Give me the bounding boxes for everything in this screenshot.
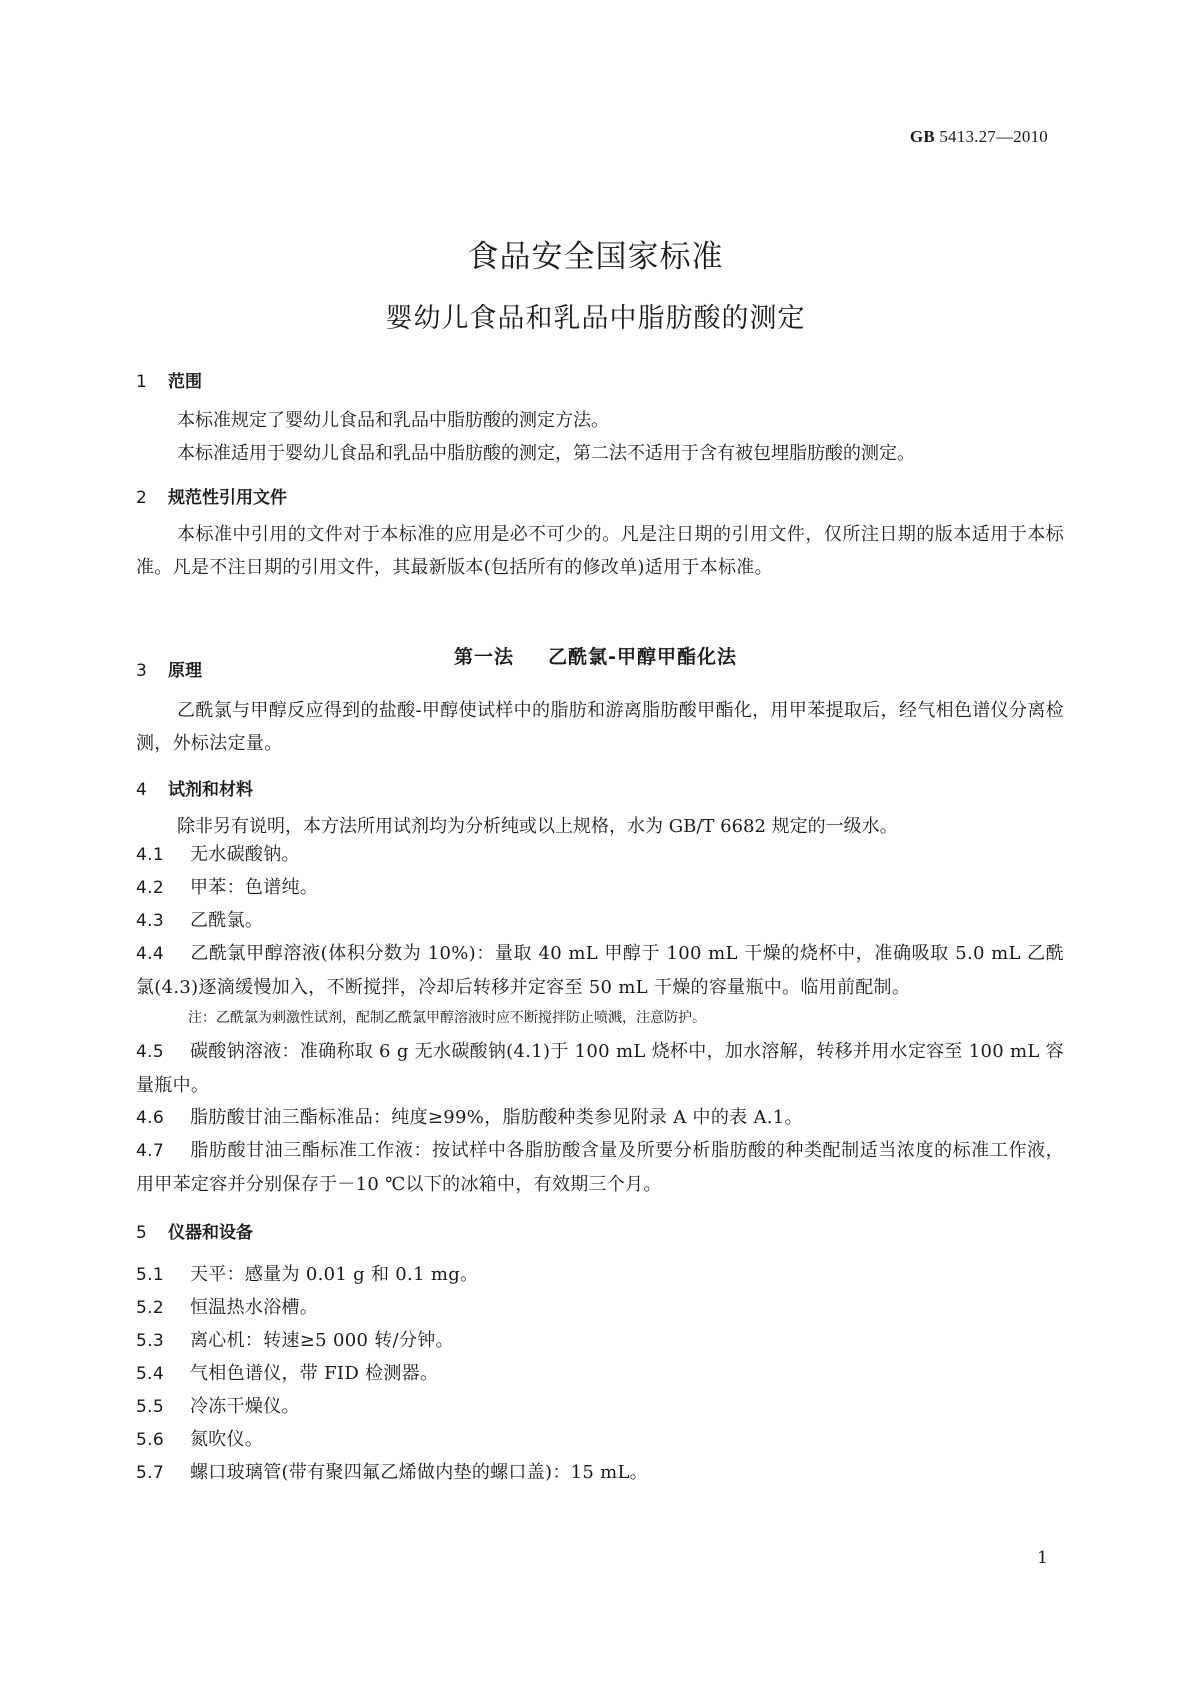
equipment-item [136,1258,1064,1292]
references-paragraph: 本标准中引用的文件对于本标准的应用是必不可少的。凡是注日期的引用文件，仅所注日期的版本适用于本标准。凡是不注日期的引用文件，其最新版本(包括所有的修改单)适用于本标准。 [136,524,1064,578]
item-text: 天平：感量为 0.01 g 和 0.1 mg。 [190,1264,479,1285]
reagent-item [136,1035,1064,1102]
item-number: 5.4 [136,1364,164,1384]
document-title: 食品安全国家标准 [467,239,724,275]
principle-paragraph: 乙酰氯与甲醇反应得到的盐酸-甲醇使试样中的脂肪和游离脂肪酸甲酯化，用甲苯提取后，经气相色谱仪分离检测，外标法定量。 [136,700,1064,754]
section-number: 4 [136,780,147,800]
equipment-item [136,1390,1064,1424]
equipment-item [136,1456,1064,1490]
reagent-item [136,1101,1064,1135]
item-text: 碳酸钠溶液：准确称取 6 g 无水碳酸钠(4.1)于 100 mL 烧杯中，加水溶解，转移并用水定容至 100 mL 容量瓶中。 [136,1041,1064,1096]
item-text: 脂肪酸甘油三酯标准工作液：按试样中各脂肪酸含量及所要分析脂肪酸的种类配制适当浓度的标准工作液，用甲苯定容并分别保存于－10 ℃以下的冰箱中，有效期三个月。 [136,1140,1064,1195]
item-number: 4.5 [136,1042,164,1062]
item-text: 离心机：转速≥5 000 转/分钟。 [190,1330,454,1351]
reagent-item [136,838,1064,872]
item-text: 恒温热水浴槽。 [190,1297,319,1318]
scope-paragraph-1: 本标准规定了婴幼儿食品和乳品中脂肪酸的测定方法。 [177,410,609,431]
standard-prefix: GB [909,127,935,146]
section-heading-references [136,483,287,508]
item-number: 4.3 [136,911,164,931]
reagent-item [136,904,1064,938]
section-title: 仪器和设备 [168,1223,253,1243]
document-subtitle: 婴幼儿食品和乳品中脂肪酸的测定 [385,303,806,334]
section-number: 3 [136,661,147,681]
item-text: 甲苯：色谱纯。 [190,877,319,898]
section-number: 2 [136,488,147,508]
standard-number [910,127,1048,147]
equipment-item [136,1291,1064,1325]
section-title: 范围 [168,372,202,392]
reagents-intro: 除非另有说明，本方法所用试剂均为分析纯或以上规格，水为 GB/T 6682 规定的一级水。 [177,816,898,837]
item-text: 脂肪酸甘油三酯标准品：纯度≥99%，脂肪酸种类参见附录 A 中的表 A.1。 [190,1107,803,1128]
item-number: 5.3 [136,1331,164,1351]
method-name: 乙酰氯-甲醇甲酯化法 [548,646,737,668]
section-title: 规范性引用文件 [168,488,287,508]
section-heading-scope [136,367,202,392]
section-number: 1 [136,372,147,392]
section-number: 5 [136,1223,147,1243]
item-text: 气相色谱仪，带 FID 检测器。 [190,1363,439,1384]
item-number: 4.4 [136,944,164,964]
section-heading-principle [136,656,202,681]
item-number: 4.1 [136,845,164,865]
item-number: 5.5 [136,1397,164,1417]
item-text: 乙酰氯。 [190,910,264,931]
section-title: 原理 [168,661,202,681]
item-number: 4.2 [136,878,164,898]
item-text: 乙酰氯甲醇溶液(体积分数为 10%)：量取 40 mL 甲醇于 100 mL 干燥的烧杯中，准确吸取 5.0 mL 乙酰氯(4.3)逐滴缓慢加入，不断搅拌，冷却后转移并定容至 50 mL 干燥的容量瓶中。临用前配制。 [136,943,1064,998]
section-title: 试剂和材料 [168,780,253,800]
equipment-item [136,1324,1064,1358]
page-number: 1 [1037,1548,1048,1568]
item-text: 冷冻干燥仪。 [190,1396,300,1417]
item-number: 4.7 [136,1141,164,1161]
reagent-item [136,937,1064,1004]
section-heading-reagents [136,775,253,800]
reagent-item [136,871,1064,905]
item-number: 5.6 [136,1430,164,1450]
equipment-item [136,1423,1064,1457]
standard-code: 5413.27—2010 [939,127,1048,146]
scope-paragraph-2: 本标准适用于婴幼儿食品和乳品中脂肪酸的测定，第二法不适用于含有被包埋脂肪酸的测定。 [177,443,915,464]
equipment-item [136,1357,1064,1391]
item-text: 氮吹仪。 [190,1429,264,1450]
reagent-note: 注：乙酰氯为刺激性试剂，配制乙酰氯甲醇溶液时应不断搅拌防止喷溅，注意防护。 [188,1010,706,1026]
method-label: 第一法 [454,646,515,668]
item-text: 螺口玻璃管(带有聚四氟乙烯做内垫的螺口盖)：15 mL。 [190,1462,649,1483]
item-number: 5.2 [136,1298,164,1318]
section-heading-equipment [136,1218,253,1243]
reagent-item [136,1134,1064,1201]
item-number: 5.1 [136,1265,164,1285]
item-number: 4.6 [136,1108,164,1128]
item-text: 无水碳酸钠。 [190,844,300,865]
item-number: 5.7 [136,1463,164,1483]
